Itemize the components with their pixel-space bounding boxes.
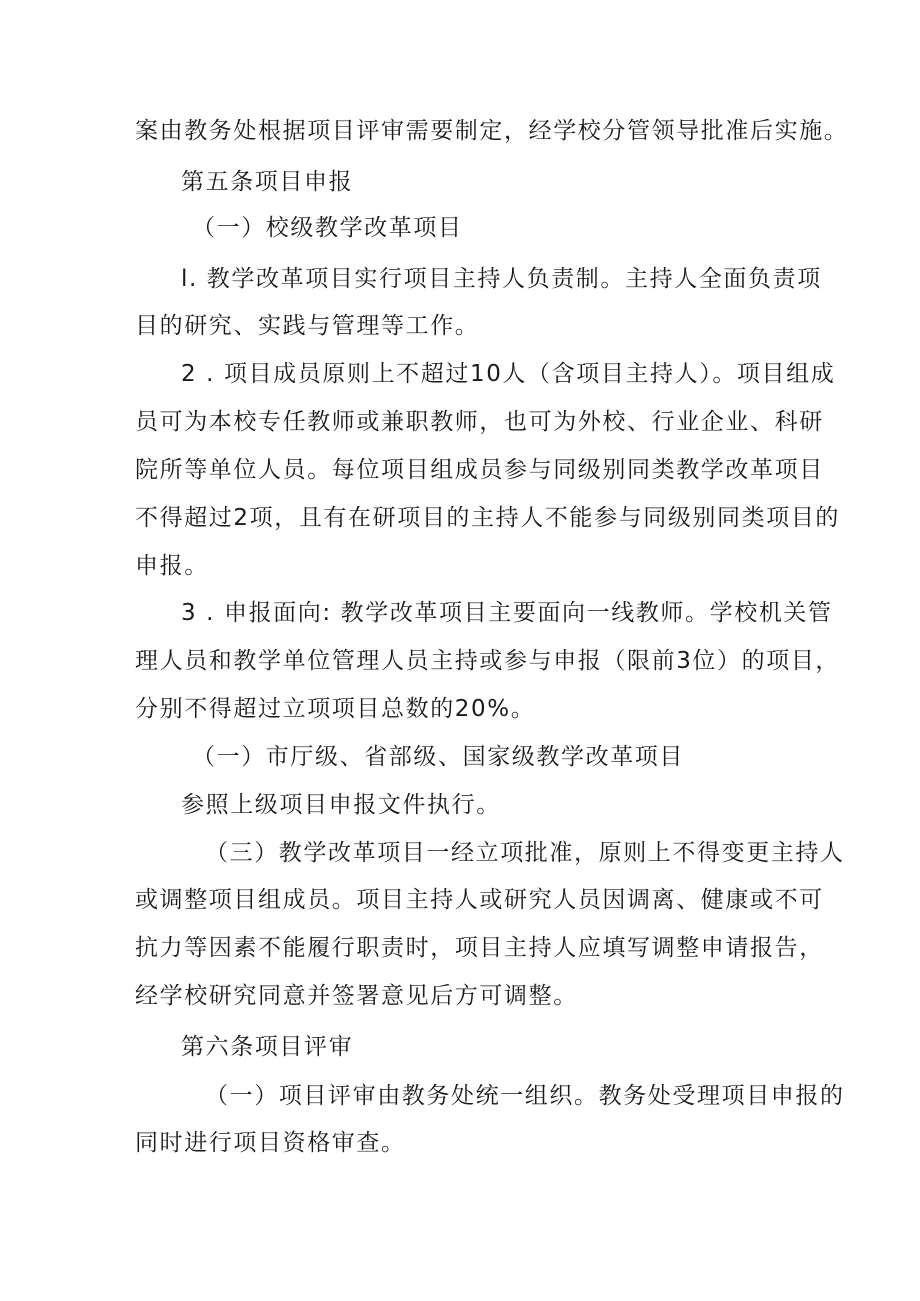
subsection-heading: （一）市厅级、省部级、国家级教学改革项目 <box>192 744 684 770</box>
paragraph-line: 2 . 项目成员原则上不超过10人（含项目主持人）。项目组成 <box>181 361 836 387</box>
paragraph-line: 案由教务处根据项目评审需要制定，经学校分管领导批准后实施。 <box>135 118 849 144</box>
paragraph-line: 申报。 <box>135 553 209 579</box>
paragraph-line: 参照上级项目申报文件执行。 <box>181 792 501 818</box>
paragraph-line: 不得超过2项，且有在研项目的主持人不能参与同级别同类项目的 <box>135 505 841 531</box>
paragraph-line: l. 教学改革项目实行项目主持人负责制。主持人全面负责项 <box>181 266 822 292</box>
paragraph-line: 分别不得超过立项项目总数的20%。 <box>135 696 536 722</box>
paragraph-line: 目的研究、实践与管理等工作。 <box>135 313 480 339</box>
section-heading: 第六条项目评审 <box>181 1034 354 1060</box>
subsection-heading: （一）校级教学改革项目 <box>192 215 463 241</box>
paragraph-line: 抗力等因素不能履行职责时，项目主持人应填写调整申请报告， <box>135 935 824 961</box>
paragraph-line: 理人员和教学单位管理人员主持或参与申报（限前3位）的项目， <box>135 648 841 674</box>
section-heading: 第五条项目申报 <box>181 169 354 195</box>
paragraph-line: 院所等单位人员。每位项目组成员参与同级别同类教学改革项目 <box>135 457 824 483</box>
subsection-heading: （一）项目评审由教务处统一组织。教务处受理项目申报的 <box>205 1083 845 1109</box>
paragraph-line: 或调整项目组成员。项目主持人或研究人员因调离、健康或不可 <box>135 887 824 913</box>
paragraph-line: 同时进行项目资格审查。 <box>135 1130 406 1156</box>
paragraph-line: 3 . 申报面向: 教学改革项目主要面向一线教师。学校机关管 <box>181 600 833 626</box>
paragraph-line: 经学校研究同意并签署意见后方可调整。 <box>135 983 578 1009</box>
paragraph-line: 员可为本校专任教师或兼职教师，也可为外校、行业企业、科研 <box>135 409 824 435</box>
subsection-heading: （三）教学改革项目一经立项批准，原则上不得变更主持人 <box>205 840 845 866</box>
